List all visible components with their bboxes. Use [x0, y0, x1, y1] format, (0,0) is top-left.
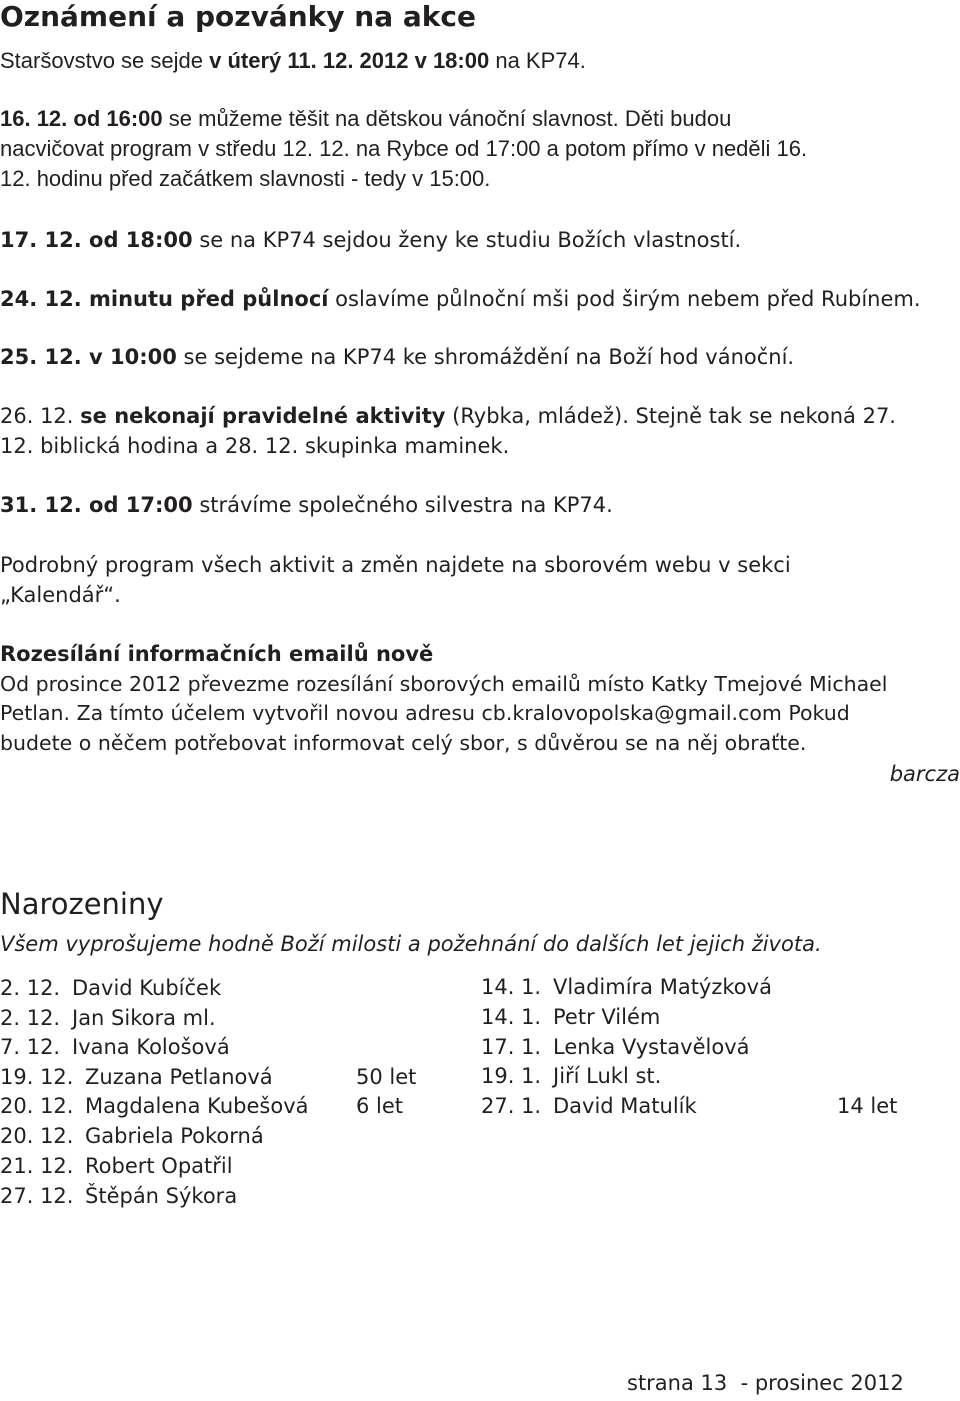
calendar-info: Podrobný program všech aktivit a změn najdete na sborovém webu v sekci „Kalendář“. [0, 553, 791, 607]
birthday-name: Vladimíra Matýzková [553, 975, 772, 999]
page-title: Oznámení a pozvánky na akce [0, 0, 476, 33]
silvester: 31. 12. od 17:00 strávíme společného silvestra na KP74. [0, 493, 613, 517]
birthday-name: Robert Opatřil [85, 1154, 233, 1178]
birthday-date: 17. 1. [481, 1035, 542, 1059]
birthday-date: 2. 12. [0, 1006, 61, 1030]
birthday-date: 20. 12. [0, 1124, 74, 1148]
birthday-date: 27. 1. [481, 1094, 542, 1118]
birthday-age: 6 let [356, 1094, 404, 1118]
birthday-name: Petr Vilém [553, 1005, 661, 1029]
birthday-name: Jan Sikora ml. [72, 1006, 216, 1030]
birthday-date: 19. 12. [0, 1065, 74, 1089]
birthday-age: 50 let [356, 1065, 417, 1089]
midnight-mass: 24. 12. minutu před půlnocí oslavíme půlnoční mši pod širým nebem před Rubínem. [0, 287, 921, 311]
christmas-celebration: 16. 12. od 16:00 se můžeme těšit na dětskou vánoční slavnost. Děti budou nacvičovat program v středu 12. 12. na Rybce od 17:00 a potom přímo v neděli 16. 12. hodinu před začátkem slavnosti - tedy v 15:00. [0, 106, 808, 191]
elders-meeting: Staršovstvo se sejde v úterý 11. 12. 2012 v 18:00 na KP74. [0, 48, 586, 73]
author-signature: barcza [889, 762, 960, 786]
birthday-age: 14 let [837, 1094, 898, 1118]
email-section: Rozesílání informačních emailů nově Od prosince 2012 převezme rozesílání sborových emailů místo Katky Tmejové Michael Petlan. Za tímto účelem vytvořil novou adresu cb.kralovopolska@gmail.com Pokud budete o něčem potřebovat informovat celý sbor, s důvěrou se na něj obraťte. [0, 642, 888, 755]
birthdays-title: Narozeniny [0, 887, 164, 921]
birthdays-wish: Všem vyprošujeme hodně Boží milosti a požehnání do dalších let jejich života. [0, 932, 822, 956]
email-heading: Rozesílání informačních emailů nově [0, 642, 434, 666]
birthday-date: 14. 1. [481, 1005, 542, 1029]
birthday-date: 27. 12. [0, 1184, 74, 1208]
christmas-day-service: 25. 12. v 10:00 se sejdeme na KP74 ke shromáždění na Boží hod vánoční. [0, 345, 795, 369]
birthday-name: Lenka Vystavělová [553, 1035, 750, 1059]
birthday-name: Štěpán Sýkora [85, 1184, 238, 1208]
birthday-date: 7. 12. [0, 1035, 61, 1059]
women-meeting: 17. 12. od 18:00 se na KP74 sejdou ženy ke studiu Božích vlastností. [0, 228, 742, 252]
birthday-date: 2. 12. [0, 976, 61, 1000]
birthday-name: Magdalena Kubešová [85, 1094, 309, 1118]
birthday-name: Ivana Kološová [72, 1035, 230, 1059]
birthday-name: David Matulík [553, 1094, 697, 1118]
birthday-name: Gabriela Pokorná [85, 1124, 264, 1148]
no-activities-notice: 26. 12. se nekonají pravidelné aktivity (Rybka, mládež). Stejně tak se nekoná 27. 12. biblická hodina a 28. 12. skupinka maminek. [0, 404, 896, 458]
birthday-name: David Kubíček [72, 976, 222, 1000]
birthday-name: Jiří Lukl st. [553, 1064, 662, 1088]
birthday-date: 19. 1. [481, 1064, 542, 1088]
birthday-date: 20. 12. [0, 1094, 74, 1118]
page-footer: strana 13 - prosinec 2012 [627, 1371, 904, 1395]
birthday-name: Zuzana Petlanová [85, 1065, 273, 1089]
birthday-date: 14. 1. [481, 975, 542, 999]
birthday-date: 21. 12. [0, 1154, 74, 1178]
